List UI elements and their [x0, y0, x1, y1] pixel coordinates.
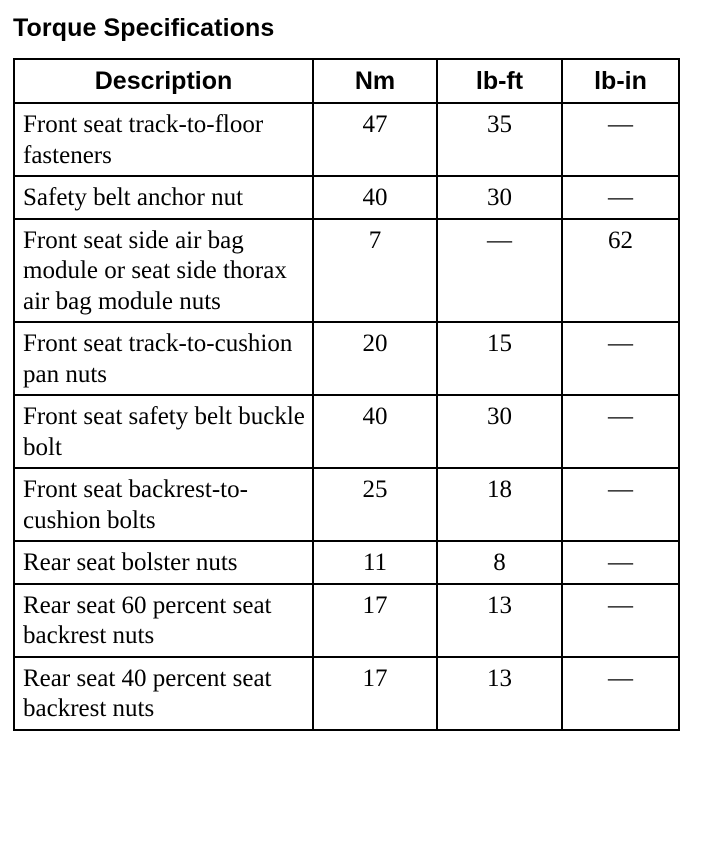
table-row: [14, 219, 679, 323]
column-header-description: Description: [14, 59, 313, 103]
description-cell: Front seat side air bag module or seat side thorax air bag module nuts: [14, 219, 313, 323]
torque-spec-table: [13, 58, 680, 731]
lb-in-cell: —: [562, 395, 679, 468]
column-header-lb-ft: lb-ft: [437, 59, 562, 103]
table-row: [14, 468, 679, 541]
nm-cell: 40: [313, 395, 437, 468]
lb-ft-cell: 35: [437, 103, 562, 176]
lb-in-cell: —: [562, 584, 679, 657]
lb-ft-cell: 13: [437, 657, 562, 730]
nm-cell: 25: [313, 468, 437, 541]
table-header-row: [14, 59, 679, 103]
nm-cell: 7: [313, 219, 437, 323]
table-row: [14, 657, 679, 730]
table-row: [14, 176, 679, 219]
nm-cell: 17: [313, 584, 437, 657]
column-header-lb-in: lb-in: [562, 59, 679, 103]
description-cell: Rear seat bolster nuts: [14, 541, 313, 584]
lb-ft-cell: 30: [437, 395, 562, 468]
description-cell: Safety belt anchor nut: [14, 176, 313, 219]
table-row: [14, 541, 679, 584]
description-cell: Rear seat 40 percent seat backrest nuts: [14, 657, 313, 730]
lb-ft-cell: 18: [437, 468, 562, 541]
nm-cell: 20: [313, 322, 437, 395]
lb-in-cell: —: [562, 657, 679, 730]
lb-in-cell: —: [562, 103, 679, 176]
lb-ft-cell: 8: [437, 541, 562, 584]
page-title: Torque Specifications: [13, 14, 275, 42]
lb-in-cell: —: [562, 322, 679, 395]
lb-ft-cell: 15: [437, 322, 562, 395]
lb-in-cell: —: [562, 468, 679, 541]
lb-ft-cell: 13: [437, 584, 562, 657]
description-cell: Front seat safety belt buckle bolt: [14, 395, 313, 468]
description-cell: Front seat backrest-to-cushion bolts: [14, 468, 313, 541]
lb-ft-cell: —: [437, 219, 562, 323]
lb-in-cell: —: [562, 541, 679, 584]
lb-in-cell: —: [562, 176, 679, 219]
nm-cell: 11: [313, 541, 437, 584]
description-cell: Rear seat 60 percent seat backrest nuts: [14, 584, 313, 657]
description-cell: Front seat track-to-cushion pan nuts: [14, 322, 313, 395]
lb-in-cell: 62: [562, 219, 679, 323]
table-row: [14, 322, 679, 395]
nm-cell: 40: [313, 176, 437, 219]
table-row: [14, 584, 679, 657]
table-row: [14, 395, 679, 468]
nm-cell: 47: [313, 103, 437, 176]
description-cell: Front seat track-to-floor fasteners: [14, 103, 313, 176]
lb-ft-cell: 30: [437, 176, 562, 219]
nm-cell: 17: [313, 657, 437, 730]
table-row: [14, 103, 679, 176]
column-header-nm: Nm: [313, 59, 437, 103]
